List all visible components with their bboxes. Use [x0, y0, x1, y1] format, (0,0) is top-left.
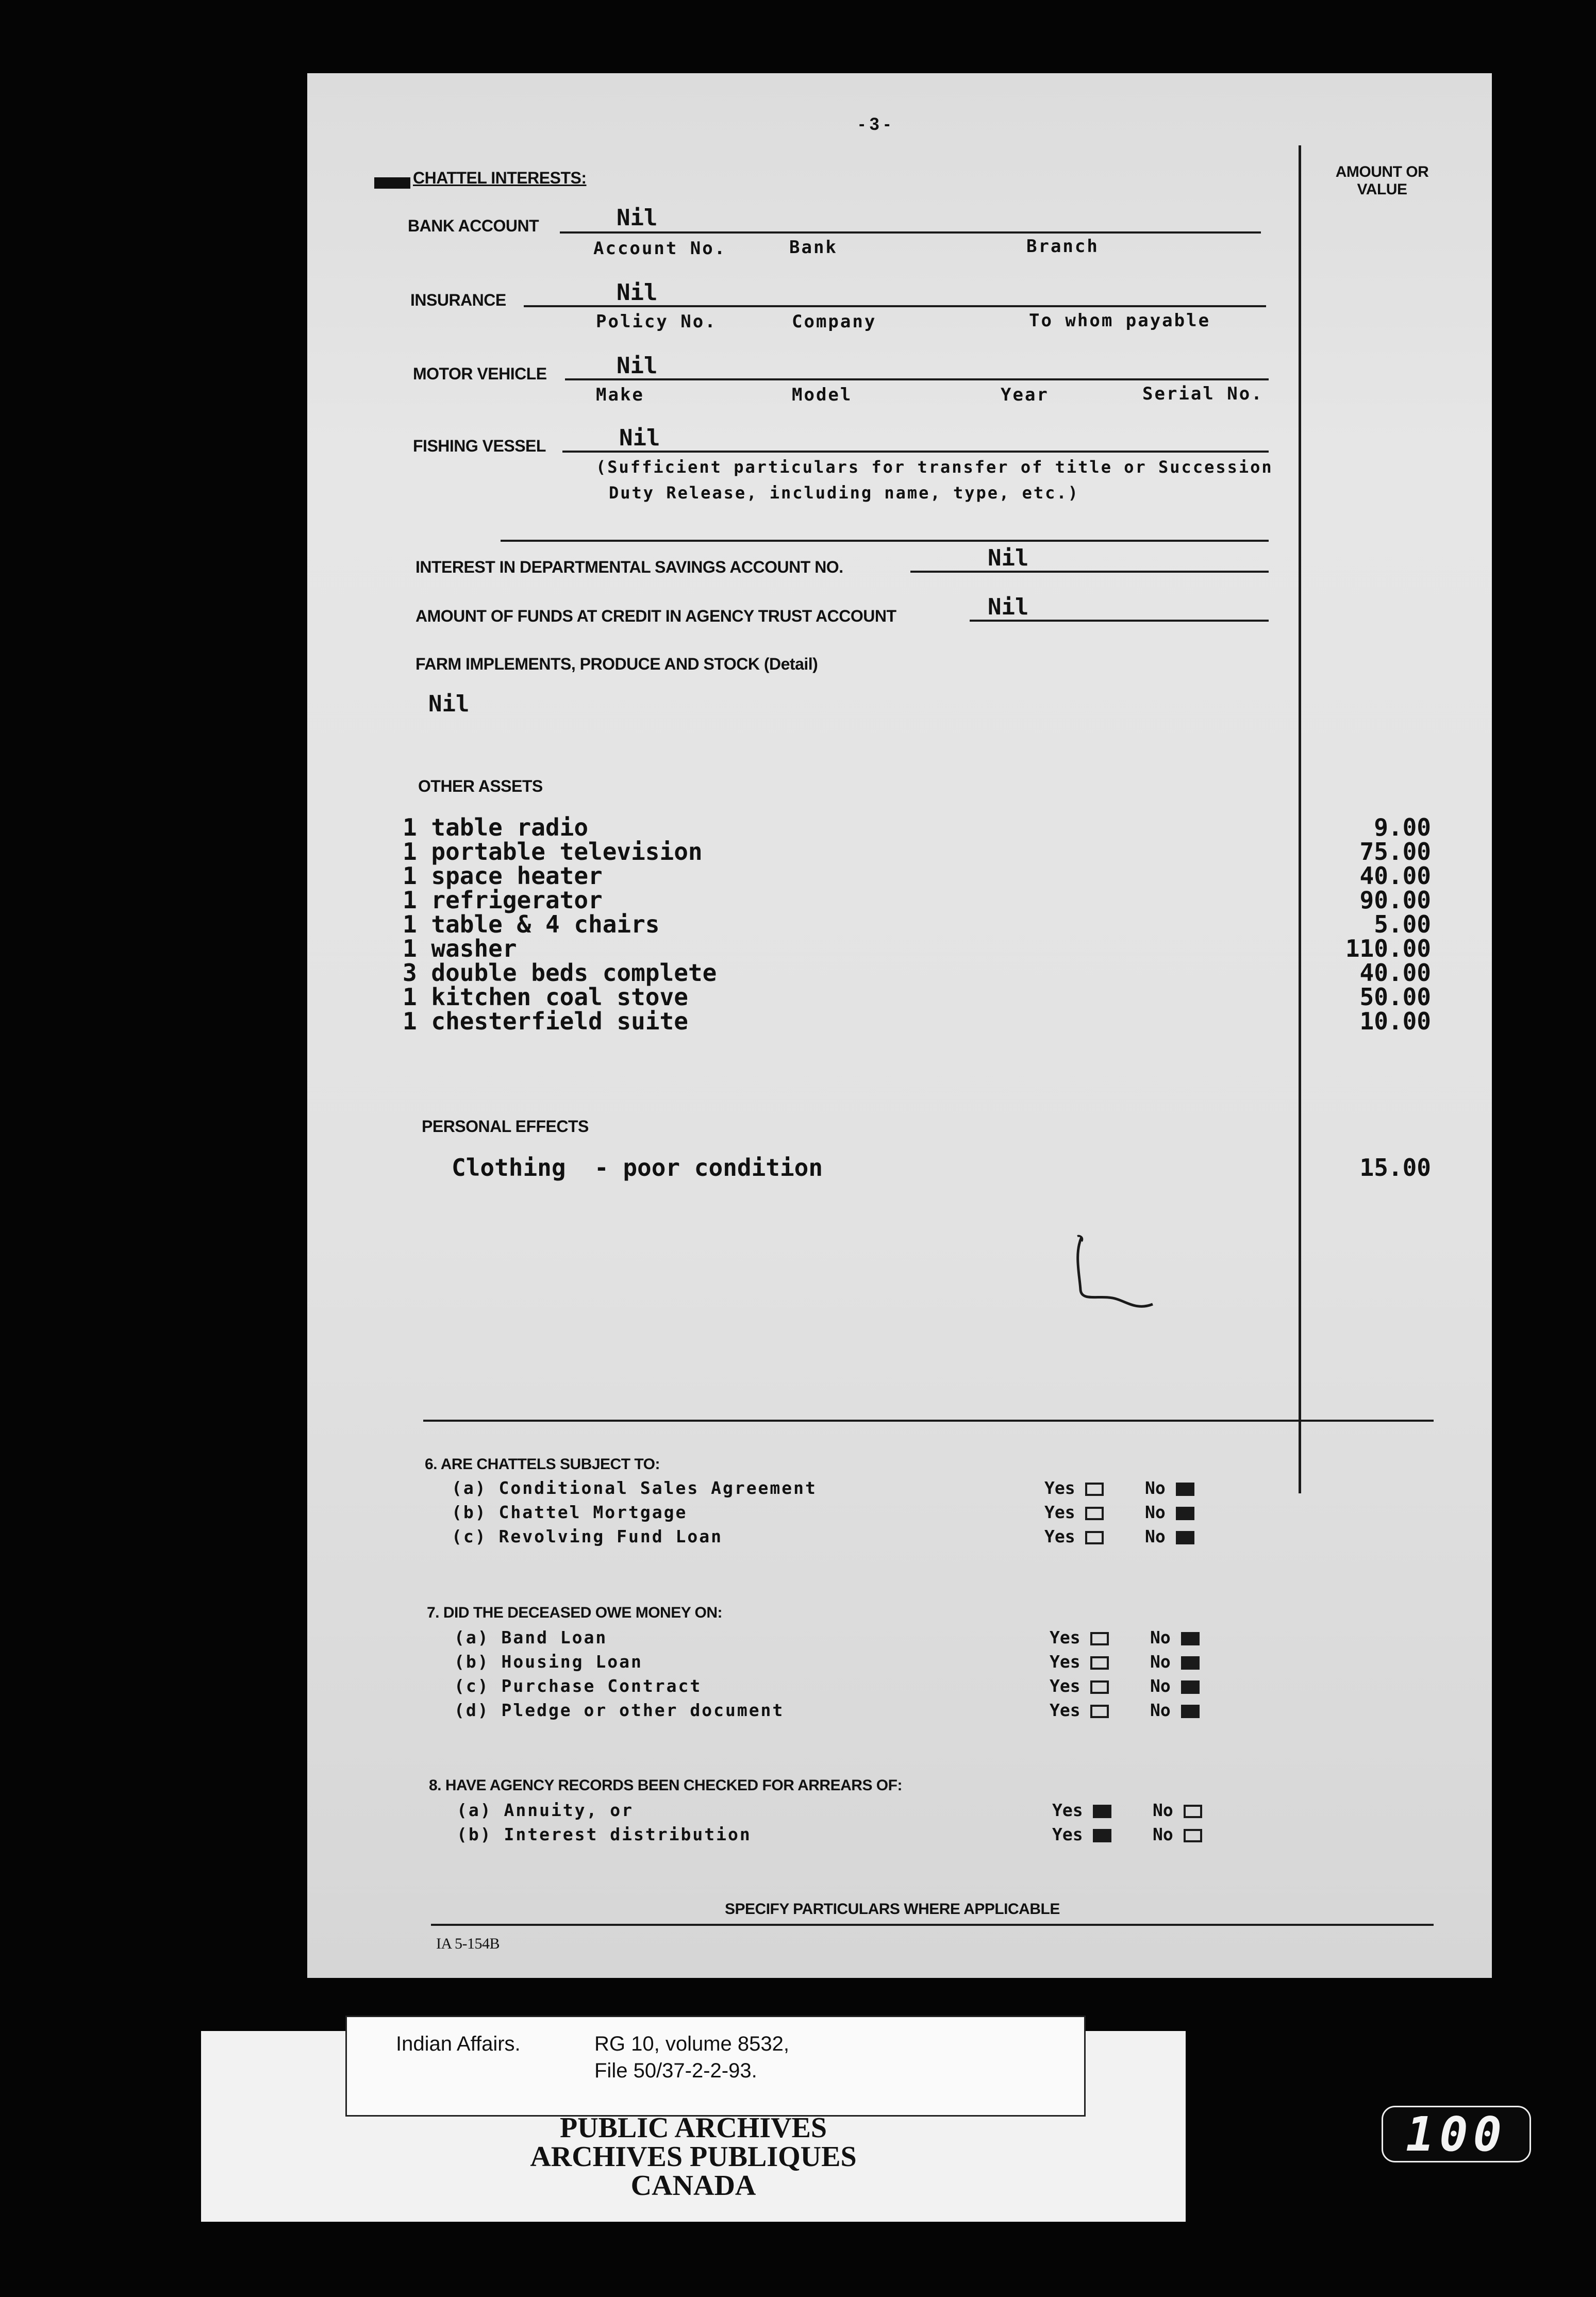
personal-effects-desc: Clothing - poor condition: [452, 1154, 823, 1181]
asset-item: 1 table radio: [403, 813, 589, 841]
bank-sub-bank: Bank: [789, 237, 838, 258]
motor-sub-serial: Serial No.: [1142, 384, 1264, 404]
farm-implements-value: Nil: [428, 691, 470, 717]
asset-amount: 40.00: [1359, 862, 1431, 890]
q7-answer-b: Yes No: [1050, 1652, 1200, 1672]
savings-account-line: [910, 571, 1269, 573]
yes-checkbox[interactable]: [1085, 1531, 1104, 1544]
no-checkbox[interactable]: [1184, 1805, 1202, 1818]
bank-sub-branch: Branch: [1026, 236, 1099, 257]
bank-sub-account: Account No.: [593, 238, 727, 259]
archive-ref-1: RG 10, volume 8532,: [594, 2033, 789, 2055]
q7-title: 7. DID THE DECEASED OWE MONEY ON:: [427, 1604, 723, 1621]
asset-item: 1 kitchen coal stove: [403, 983, 688, 1011]
asset-item: 1 portable television: [403, 838, 703, 865]
section-divider: [423, 1420, 1434, 1422]
no-checkbox[interactable]: [1181, 1632, 1200, 1645]
document-page: [307, 73, 1492, 1978]
motor-sub-model: Model: [792, 385, 853, 405]
fishing-note-1: (Sufficient particulars for transfer of title or Succession: [596, 457, 1273, 477]
redaction-mark: [374, 177, 410, 189]
q6-row-b: (b) Chattel Mortgage: [452, 1502, 688, 1522]
frame-counter: 100: [1382, 2106, 1531, 2162]
asset-item: 1 washer: [403, 935, 517, 962]
q6-row-c: (c) Revolving Fund Loan: [452, 1526, 723, 1546]
motor-vehicle-line: [565, 378, 1269, 380]
insurance-label: INSURANCE: [410, 291, 506, 309]
trust-account-label: AMOUNT OF FUNDS AT CREDIT IN AGENCY TRUST ACCOUNT: [415, 607, 896, 625]
fishing-vessel-value: Nil: [619, 425, 660, 451]
q8-row-a: (a) Annuity, or: [457, 1800, 634, 1820]
page-number: - 3 -: [859, 114, 890, 134]
archive-ref-2: File 50/37-2-2-93.: [594, 2059, 757, 2082]
footer-line: [431, 1924, 1434, 1926]
asset-item: 3 double beds complete: [403, 959, 717, 987]
motor-vehicle-label: MOTOR VEHICLE: [413, 364, 547, 383]
yes-checkbox[interactable]: [1090, 1680, 1109, 1694]
q6-answer-a: Yes No: [1044, 1478, 1194, 1498]
savings-account-label: INTEREST IN DEPARTMENTAL SAVINGS ACCOUNT NO.: [415, 558, 843, 576]
archive-reference-slip: [345, 2016, 1086, 2117]
amount-column-divider: [1299, 145, 1301, 1493]
yes-checkbox[interactable]: [1085, 1507, 1104, 1520]
fishing-note-2: Duty Release, including name, type, etc.): [609, 483, 1079, 503]
asset-amount: 50.00: [1359, 983, 1431, 1011]
q7-row-a: (a) Band Loan: [454, 1627, 608, 1647]
bank-account-label: BANK ACCOUNT: [408, 217, 539, 235]
form-number: IA 5-154B: [436, 1935, 500, 1952]
q6-answer-c: Yes No: [1044, 1526, 1194, 1546]
no-checkbox[interactable]: [1184, 1829, 1202, 1842]
q7-answer-d: Yes No: [1050, 1700, 1200, 1720]
motor-sub-year: Year: [1001, 385, 1049, 405]
bank-account-value: Nil: [617, 205, 658, 231]
no-checkbox[interactable]: [1176, 1507, 1194, 1520]
amount-column-header: AMOUNT OR VALUE: [1335, 163, 1429, 198]
motor-vehicle-value: Nil: [617, 353, 658, 379]
insurance-sub-policy: Policy No.: [596, 311, 717, 332]
fishing-vessel-label: FISHING VESSEL: [413, 437, 546, 455]
pen-scribble: [1070, 1233, 1173, 1326]
other-assets-amounts: [1302, 815, 1431, 1034]
asset-item: 1 chesterfield suite: [403, 1007, 688, 1035]
archive-dept: Indian Affairs.: [396, 2033, 521, 2055]
no-checkbox[interactable]: [1176, 1531, 1194, 1544]
personal-effects-amount: 15.00: [1359, 1154, 1431, 1181]
bank-account-line: [560, 231, 1261, 234]
asset-item: 1 space heater: [403, 862, 603, 890]
asset-amount: 90.00: [1359, 886, 1431, 914]
personal-effects-label: PERSONAL EFFECTS: [422, 1117, 589, 1136]
insurance-sub-company: Company: [792, 311, 877, 332]
q6-answer-b: Yes No: [1044, 1502, 1194, 1522]
q7-answer-a: Yes No: [1050, 1627, 1200, 1647]
q7-row-b: (b) Housing Loan: [454, 1652, 643, 1672]
archives-line-3: CANADA: [630, 2170, 756, 2202]
savings-account-value: Nil: [988, 545, 1029, 571]
q8-row-b: (b) Interest distribution: [457, 1824, 752, 1844]
archives-line-2: ARCHIVES PUBLIQUES: [530, 2141, 857, 2173]
no-checkbox[interactable]: [1181, 1680, 1200, 1694]
trust-account-value: Nil: [988, 594, 1029, 620]
asset-amount: 40.00: [1359, 959, 1431, 987]
asset-amount: 110.00: [1345, 935, 1431, 962]
asset-item: 1 refrigerator: [403, 886, 603, 914]
yes-checkbox[interactable]: [1085, 1483, 1104, 1496]
yes-checkbox[interactable]: [1090, 1705, 1109, 1718]
asset-amount: 9.00: [1374, 813, 1431, 841]
q7-row-c: (c) Purchase Contract: [454, 1676, 702, 1696]
section-title: CHATTEL INTERESTS:: [413, 169, 587, 187]
yes-checkbox[interactable]: [1093, 1805, 1111, 1818]
other-assets-list: [403, 815, 717, 1034]
q8-answer-b: Yes No: [1052, 1824, 1202, 1844]
fishing-vessel-line: [562, 451, 1269, 453]
q8-answer-a: Yes No: [1052, 1800, 1202, 1820]
farm-implements-label: FARM IMPLEMENTS, PRODUCE AND STOCK (Detail): [415, 655, 818, 673]
q6-row-a: (a) Conditional Sales Agreement: [452, 1478, 817, 1498]
insurance-value: Nil: [617, 279, 658, 306]
asset-amount: 5.00: [1374, 910, 1431, 938]
no-checkbox[interactable]: [1176, 1483, 1194, 1496]
yes-checkbox[interactable]: [1093, 1829, 1111, 1842]
q8-title: 8. HAVE AGENCY RECORDS BEEN CHECKED FOR ARREARS OF:: [429, 1777, 902, 1794]
archives-line-1: PUBLIC ARCHIVES: [559, 2112, 827, 2144]
no-checkbox[interactable]: [1181, 1705, 1200, 1718]
q6-title: 6. ARE CHATTELS SUBJECT TO:: [425, 1456, 660, 1473]
archives-stamp: [201, 2113, 1186, 2200]
yes-checkbox[interactable]: [1090, 1656, 1109, 1670]
fishing-extra-line: [501, 540, 1269, 542]
asset-item: 1 table & 4 chairs: [403, 910, 660, 938]
insurance-sub-payable: To whom payable: [1029, 310, 1211, 331]
other-assets-label: OTHER ASSETS: [418, 777, 543, 795]
archive-label-card: [201, 2031, 1186, 2222]
motor-sub-make: Make: [596, 385, 644, 405]
footer-note: SPECIFY PARTICULARS WHERE APPLICABLE: [725, 1901, 1060, 1918]
asset-amount: 75.00: [1359, 838, 1431, 865]
no-checkbox[interactable]: [1181, 1656, 1200, 1670]
yes-checkbox[interactable]: [1090, 1632, 1109, 1645]
q7-row-d: (d) Pledge or other document: [454, 1700, 785, 1720]
q7-answer-c: Yes No: [1050, 1676, 1200, 1696]
asset-amount: 10.00: [1359, 1007, 1431, 1035]
